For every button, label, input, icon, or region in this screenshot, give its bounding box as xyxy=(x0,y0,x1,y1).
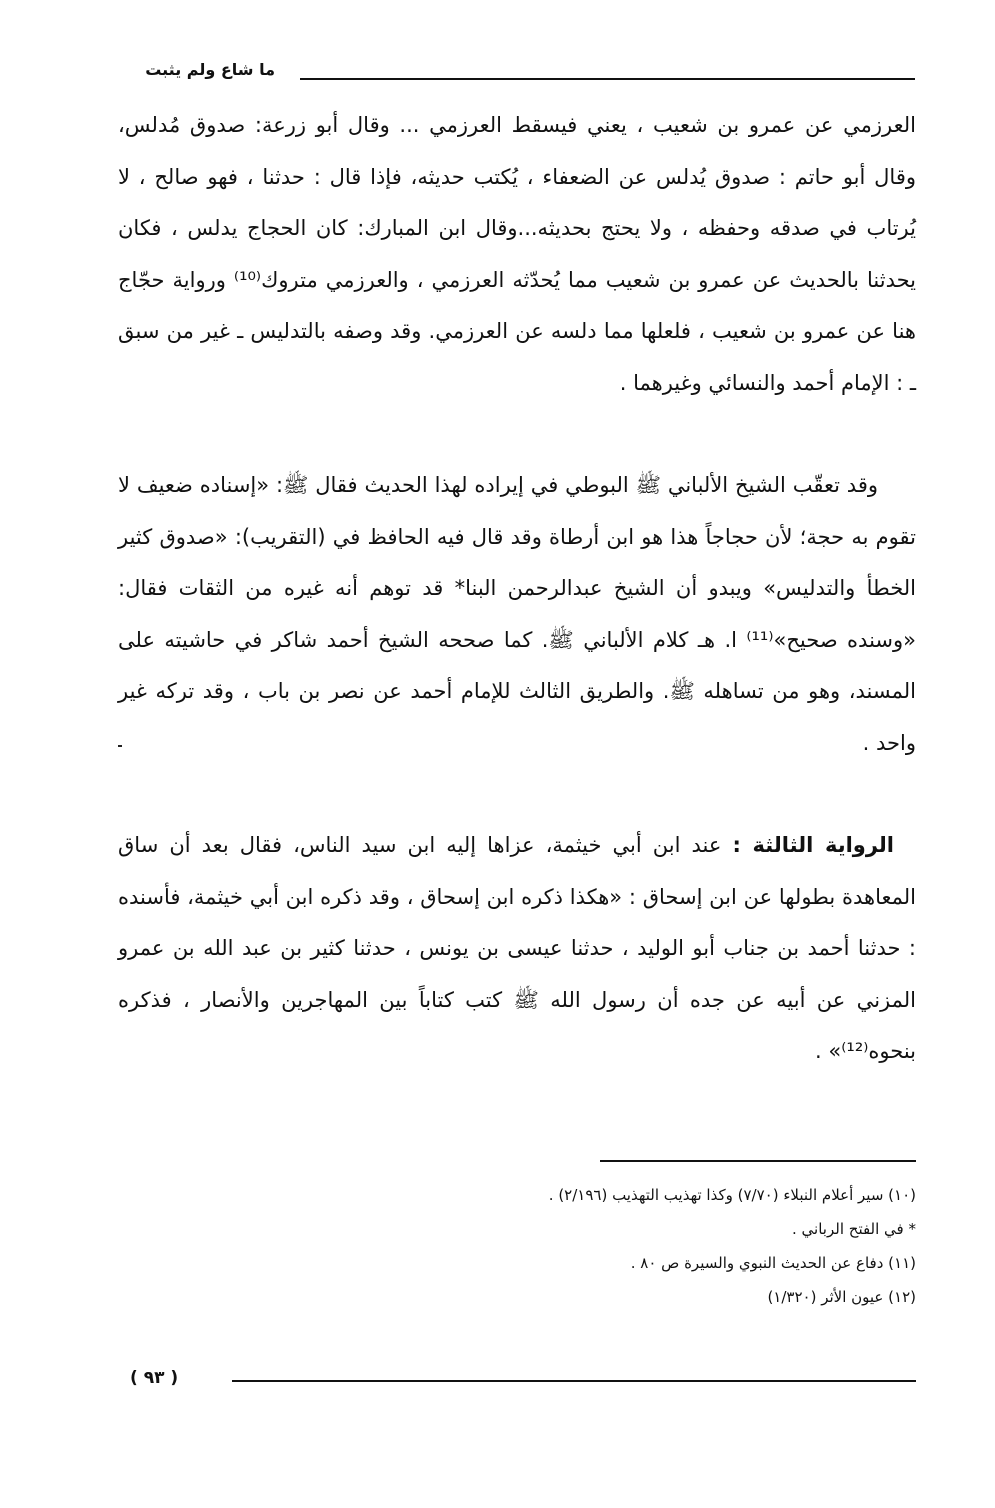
paragraph-2 xyxy=(118,460,916,769)
page-footer xyxy=(130,1368,916,1398)
paragraph-3 xyxy=(118,820,916,1078)
footnote-star: * في الفتح الرباني . xyxy=(792,1220,916,1238)
footnotes xyxy=(118,1178,916,1314)
stray-mark xyxy=(118,745,122,747)
paragraph-1 xyxy=(118,100,916,409)
footnote-11: (١١) دفاع عن الحديث النبوي والسيرة ص ٨٠ . xyxy=(630,1254,916,1272)
paragraph-3-text: عند ابن أبي خيثمة، عزاها إليه ابن سيد الناس، فقال بعد أن ساق المعاهدة بطولها عن ابن إسحاق : «هكذا ذكره ابن إسحاق ، وقد ذكره ابن أبي خيثمة، فأسنده : حدثنا أحمد بن جناب أبو الوليد ، حدثنا عيسى بن يونس ، حدثنا كثير بن عبد الله بن عمرو المزني عن أبيه عن جده أن رسول الله ﷺ كتب كتاباً بين المهاجرين والأنصار ، فذكره بنحوه⁽¹²⁾» . xyxy=(118,833,916,1063)
footer-rule xyxy=(232,1380,916,1382)
footnote-rule xyxy=(600,1160,916,1162)
paragraph-1-text: العرزمي عن عمرو بن شعيب ، يعني فيسقط العرزمي ... وقال أبو زرعة: صدوق مُدلس، وقال أبو حاتم : صدوق يُدلس عن الضعفاء ، يُكتب حديثه، فإذا قال : حدثنا ، فهو صالح ، لا يُرتاب في صدقه وحفظه ، ولا يحتج بحديثه...وقال ابن المبارك: كان الحجاج يدلس ، فكان يحدثنا بالحديث عن عمرو بن شعيب مما يُحدّثه العرزمي ، والعرزمي متروك⁽¹⁰⁾ ورواية حجّاج هنا عن عمرو بن شعيب ، فلعلها مما دلسه عن العرزمي. وقد وصفه بالتدليس ـ غير من سبق ـ : الإمام أحمد والنسائي وغيرهما . xyxy=(118,113,916,395)
page-number: ( ٩٣ ) xyxy=(130,1368,179,1388)
header-title: ما شاع ولم يثبت xyxy=(145,60,275,79)
footnote-10: (١٠) سير أعلام النبلاء (٧/٧٠) وكذا تهذيب التهذيب (٢/١٩٦) . xyxy=(548,1186,916,1204)
header-rule xyxy=(300,78,915,80)
paragraph-3-label: الرواية الثالثة : xyxy=(732,833,894,857)
running-header xyxy=(120,58,915,94)
paragraph-3-wrapper xyxy=(118,820,916,1078)
paragraph-2-text: وقد تعقّب الشيخ الألباني ﷺ البوطي في إيراده لهذا الحديث فقال ﷺ: «إسناده ضعيف لا تقوم به حجة؛ لأن حجاجاً هذا هو ابن أرطاة وقد قال فيه الحافظ في (التقريب): «صدوق كثير الخطأ والتدليس» ويبدو أن الشيخ عبدالرحمن البنا* قد توهم أنه غيره من الثقات فقال: «وسنده صحيح»⁽¹¹⁾ ا. هـ كلام الألباني ﷺ. كما صححه الشيخ أحمد شاكر في حاشيته على المسند، وهو من تساهله ﷺ. والطريق الثالث للإمام أحمد عن نصر بن باب ، وقد تركه غير واحد . xyxy=(118,473,916,755)
footnote-12: (١٢) عيون الأثر (١/٣٢٠) xyxy=(767,1288,916,1306)
